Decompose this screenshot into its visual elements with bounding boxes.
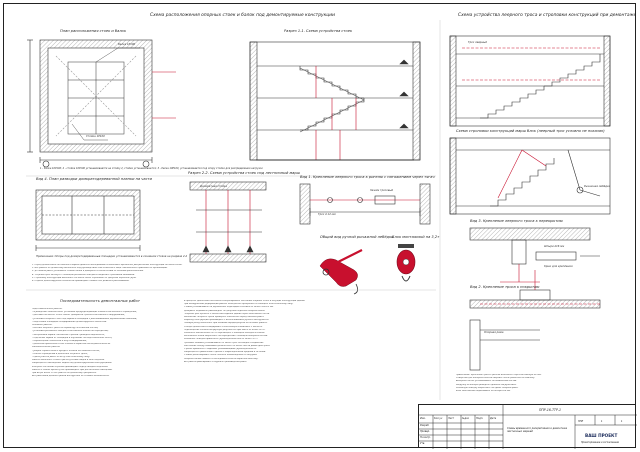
note-supports: Примечание: Опоры под домкратодеревянные площадки устанавливаются в основном стояке на разрезе 2-2 [36, 255, 188, 258]
requirement-line: Расстояние между зажимами должно быть не менее шести диаметров троса. [184, 344, 271, 347]
title-top-right: Схема устройства леерного троса и строповки конструкций при демонтаже [458, 13, 637, 18]
requirements-column [184, 300, 414, 400]
sequence-line: При ветре более 10 м/с работы по демонтажу прекратить. [32, 372, 97, 375]
requirement-line: Газовую резку выполнять при наличии наряда-допуска на огневые работы. [184, 322, 268, 325]
requirement-line: Рычажные лебёдки применять грузоподъёмностью не менее 3,2 т. [184, 338, 259, 341]
sequence-line: - ограждение опасной зоны, установка предупреждающих знаков и сигнального ограждения; [32, 311, 137, 314]
sequence-line: Все работники должны пройти инструктаж по технике безопасности. [32, 375, 110, 378]
sequence-line: - установка опорных стоек под марши и площадки с расклиниванием деревянными клиньями; [32, 317, 137, 320]
sequence-line: - уборка строительного мусора с этажей лестничной клетки; [32, 349, 100, 352]
title-view-4: Вид 4. План разводки домкратодеревянной планки на части [36, 177, 152, 181]
detail-note-line: Нагрузку на анкера проверять пробным нагружением. [456, 383, 517, 386]
title-lift-scheme: Схема строповки конструкций марш блок (леерный трос условно не показан) [456, 129, 605, 133]
intro-line: 2. Все работы по демонтажу выполнять под руководством ответственного лица, назначенного приказом по организации. [32, 267, 168, 270]
sequence-line: - монтаж леерного троса по периметру лестничной клетки; [32, 327, 99, 330]
legend-line: 1 - балка 10Р100; 2 - стойка 10Р100 устанавливается на стойку 2, стойки устанавливаются; 3 - балка 10Р100, устанавливается под опору стойки для распределения нагрузки [40, 167, 263, 170]
requirement-line: Элементы массой более 50 кг перемещать с помощью лебёдок и блоков. [184, 332, 265, 335]
sequence-line: Заключительные работы: [32, 346, 61, 349]
col-header: Кол.уч [434, 417, 443, 420]
intro-notes [32, 264, 432, 288]
detail-note-line: Примечание: крепление троса к ригелю выполнять через монтажную петлю. [456, 374, 542, 376]
role-row: Провер. [420, 430, 430, 433]
title-section-1-1: Разрез 1-1. Схема устройства стоек [284, 29, 353, 33]
intro-line: 4. Леерный трос натянуть с помощью рычажной лебёдки и закрепить тросовыми зажимами. [32, 273, 135, 276]
detail-note-line: Отверстия для анкерных болтов сверлить после разметки по шаблону. [456, 377, 535, 380]
role-row: Утв. [420, 442, 426, 445]
col-header: Дата [490, 417, 497, 420]
title-detail-3: Вид 3. Крепление леерного троса к перекрытию [470, 219, 563, 223]
label-beam: Балка 1Р100 [118, 43, 136, 46]
label-support-frame: Опорная рама [484, 331, 504, 334]
sheet-title: Схемы временного раскрепления и демонтажа лестничных маршей [507, 427, 568, 433]
label-post: Стойка 1Р100 [86, 135, 105, 138]
company-logo-text: ВАШ ПРОЕКТ [585, 433, 618, 438]
intro-line: 5. Строповку конструкций выполнять согласно схеме строповки, не допуская перекоса груза. [32, 276, 137, 279]
intro-line: 6. Подъём демонтируемых элементов производить плавно, без рывков и раскачивания. [32, 280, 130, 283]
title-lever-hoist: Общий вид ручной рычажной лебёдки [320, 235, 394, 239]
title-block [418, 404, 636, 448]
requirement-line: Леерный трос крепить к элементам каркаса здания через монтажные петли. [184, 312, 270, 315]
sequence-column [32, 308, 172, 400]
requirement-line: Стропы применять с бирками, указывающими грузоподъёмность. [184, 348, 257, 351]
requirement-line: Натяжение леерного троса проверять ежесменно перед началом работ. [184, 316, 265, 319]
label-pins: Штыри d16 мм [544, 245, 565, 248]
sequence-line: - подготовка площадки складирования демонтируемых элементов. [32, 320, 107, 323]
col-header: №док [462, 417, 470, 420]
requirement-line: Все работы фиксировать в журнале производства работ. [184, 360, 248, 363]
sequence-line: Работы в тёмное время суток производить при достаточном освещении. [32, 368, 113, 371]
role-row: Н.контр. [420, 436, 431, 439]
title-detail-1: Вид 1. Крепление леерного троса к ригелю с натяжением через тягач [300, 175, 435, 179]
sequence-line: - доставка на объект стоек, балок, домкратов, тросов и монтажного оборудования; [32, 314, 125, 317]
requirement-line: Опорные балки снимать в последовательности обратной монтажу. [184, 357, 259, 360]
col-header: Изм. [420, 417, 426, 420]
requirement-line: Перемещение элементов вручную допускается при массе не более 50 кг. [184, 328, 266, 331]
label-leer-cable: Трос леерный [468, 41, 487, 44]
requirement-line: Тросовые зажимы устанавливать не менее трёх на каждое соединение. [184, 341, 265, 344]
label-lever-hoist: Рычажная лебёдка [584, 185, 611, 188]
stage-value: ППР [578, 420, 584, 423]
col-header: Лист [448, 417, 455, 420]
sequence-line: - перемещение элементов в зону складирования; [32, 340, 87, 343]
sequence-line: - снятие ограждений и демонтаж леерного троса; [32, 352, 88, 355]
sequence-line: Основные работы: [32, 324, 53, 327]
title-pulley: Блок монтажный на 3,2т [392, 235, 440, 239]
title-tech-sequence: Последовательность демонтажных работ [60, 299, 140, 303]
intro-line: 3. До начала работ установить стойки, балки и домкраты в соответствии со схемами расположения. [32, 270, 144, 273]
sequence-line: - демонтаж временных стоек и балок в обратной последовательности. [32, 343, 111, 346]
intro-line: 1. Перед демонтажем лестничного марша провести обследование и выполнить временное раскрепление конструкций согласно схеме. [32, 264, 183, 266]
sequence-line: - застроповка марша, натяжение стропов, проверка надёжности; [32, 333, 105, 336]
requirement-line: Стойки устанавливать на деревянные подкладки сечением не менее 50х200 мм. [184, 306, 274, 309]
sequence-line: - отделение марша от площадки и опускание на подготовленное место; [32, 336, 113, 339]
sequence-line: Работы выполнять только при отсутствии людей в зоне подъёма. [32, 359, 105, 362]
sequence-line: Запрещается нахождение людей под демонтируемыми конструкциями. [32, 362, 112, 365]
detail-note-line: Рычажную лебёдку закреплять на крюке опорной рамы. [456, 386, 519, 389]
requirement-line: Домкраты поднимать равномерно, не допуская перекоса опорных балок. [184, 309, 266, 312]
requirement-line: Стойки демонтировать после полного освобождения от нагрузки. [184, 354, 258, 357]
sheets-total: 1 [621, 420, 623, 423]
title-section-2-2: Разрез 2-2. Схема устройства стоек под лестничный марш [188, 171, 300, 175]
title-top-left: Схема расположения опорных стоек и балок под демонтируемые конструкции [150, 13, 335, 18]
role-row: Разраб. [420, 424, 430, 427]
title-detail-2: Вид 2. Крепление троса к покрытию [470, 285, 540, 289]
sheet-number: 1 [601, 420, 603, 423]
requirement-line: Разрезку конструкций производить с использованием ручного инструмента. [184, 319, 270, 322]
sequence-line: Подготовительные работы: [32, 308, 63, 310]
requirement-line: В процессе демонтажа постоянно контролировать состояние опорных стоек и несущих конструкций здания. [184, 300, 306, 302]
requirement-line: Запрещается применение стропов с повреждёнными прядями и петлями. [184, 351, 266, 354]
sequence-line: Контроль состояния стропов производить перед каждым подъёмом. [32, 365, 109, 368]
sequence-line: - сдача участка работ по акту ответственному лицу. [32, 356, 91, 359]
requirement-line: При обнаружении деформаций работы немедленно прекратить и сообщить ответственному лицу. [184, 303, 294, 306]
company-subtitle: Проектирование и согласование [581, 441, 619, 444]
label-clamp: Зажим тросовый [370, 189, 394, 192]
detail-note-line: Анкерные болты устанавливать на химический состав. [456, 380, 517, 383]
sequence-line: - установка рычажных лебёдок и монтажных блоков на перекрытии; [32, 330, 109, 333]
col-header: Подп. [476, 417, 484, 420]
requirement-line: Монтажные блоки закреплять на перекрытии с помощью анкерных болтов. [184, 335, 268, 338]
doc-code: ППР-16-ТТР-1 [539, 408, 562, 412]
title-plan: План расположения стоек и балок [60, 29, 126, 33]
requirement-line: Отходы демонтажа складировать в контейнеры и вывозить с объекта. [184, 325, 263, 328]
label-hook: Крюк для крепления [544, 265, 573, 268]
label-jack-post: Домкратная стойка [200, 185, 227, 188]
detail-notes [456, 374, 632, 398]
label-cable-d: Трос d 12 мм [318, 213, 336, 216]
detail-note-line: Блок монтажный подвешивать на штыри d16 мм. [456, 390, 511, 393]
